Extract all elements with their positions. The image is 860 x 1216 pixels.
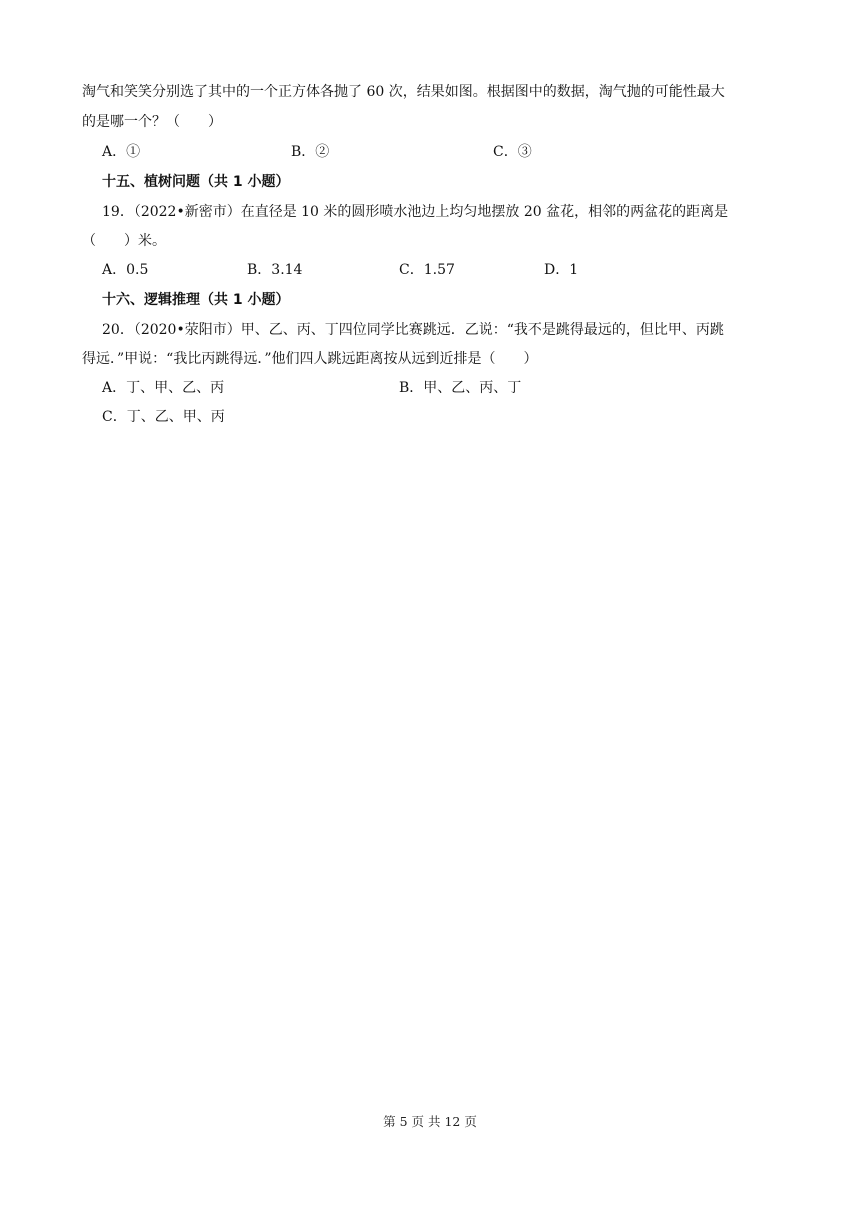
q18-option-c: C．③ xyxy=(493,144,532,160)
q20-option-c: C．丁、乙、甲、丙 xyxy=(102,409,225,425)
q19-stem-line2: （ ）米。 xyxy=(82,233,166,249)
q20-stem-line1: 20．（2020•荥阳市）甲、乙、丙、丁四位同学比赛跳远．乙说：“我不是跳得最远的，但比甲、丙跳 xyxy=(102,322,724,338)
q18-stem-line2: 的是哪一个？（ ） xyxy=(82,114,222,130)
q19-option-c: C．1.57 xyxy=(399,262,455,278)
q20-option-a: A．丁、甲、乙、丙 xyxy=(102,380,225,396)
q20-stem-line2: 得远．”甲说：“我比丙跳得远．”他们四人跳远距离按从远到近排是（ ） xyxy=(82,351,538,367)
section-heading-planting: 十五、植树问题（共 1 小题） xyxy=(102,174,290,190)
q18-stem-line1: 淘气和笑笑分别选了其中的一个正方体各抛了 60 次，结果如图。根据图中的数据，淘气抛的可能性最大 xyxy=(82,84,725,100)
q19-option-d: D．1 xyxy=(544,262,579,278)
q18-option-b: B．② xyxy=(291,144,330,160)
q20-option-b: B．甲、乙、丙、丁 xyxy=(399,380,522,396)
page-footer: 第 5 页 共 12 页 xyxy=(383,1114,477,1129)
q18-option-a: A．① xyxy=(102,144,141,160)
q19-stem-line1: 19．（2022•新密市）在直径是 10 米的圆形喷水池边上均匀地摆放 20 盆花，相邻的两盆花的距离是 xyxy=(102,204,729,220)
section-heading-logic: 十六、逻辑推理（共 1 小题） xyxy=(102,292,290,308)
q19-option-b: B．3.14 xyxy=(247,262,303,278)
q19-option-a: A．0.5 xyxy=(102,262,149,278)
